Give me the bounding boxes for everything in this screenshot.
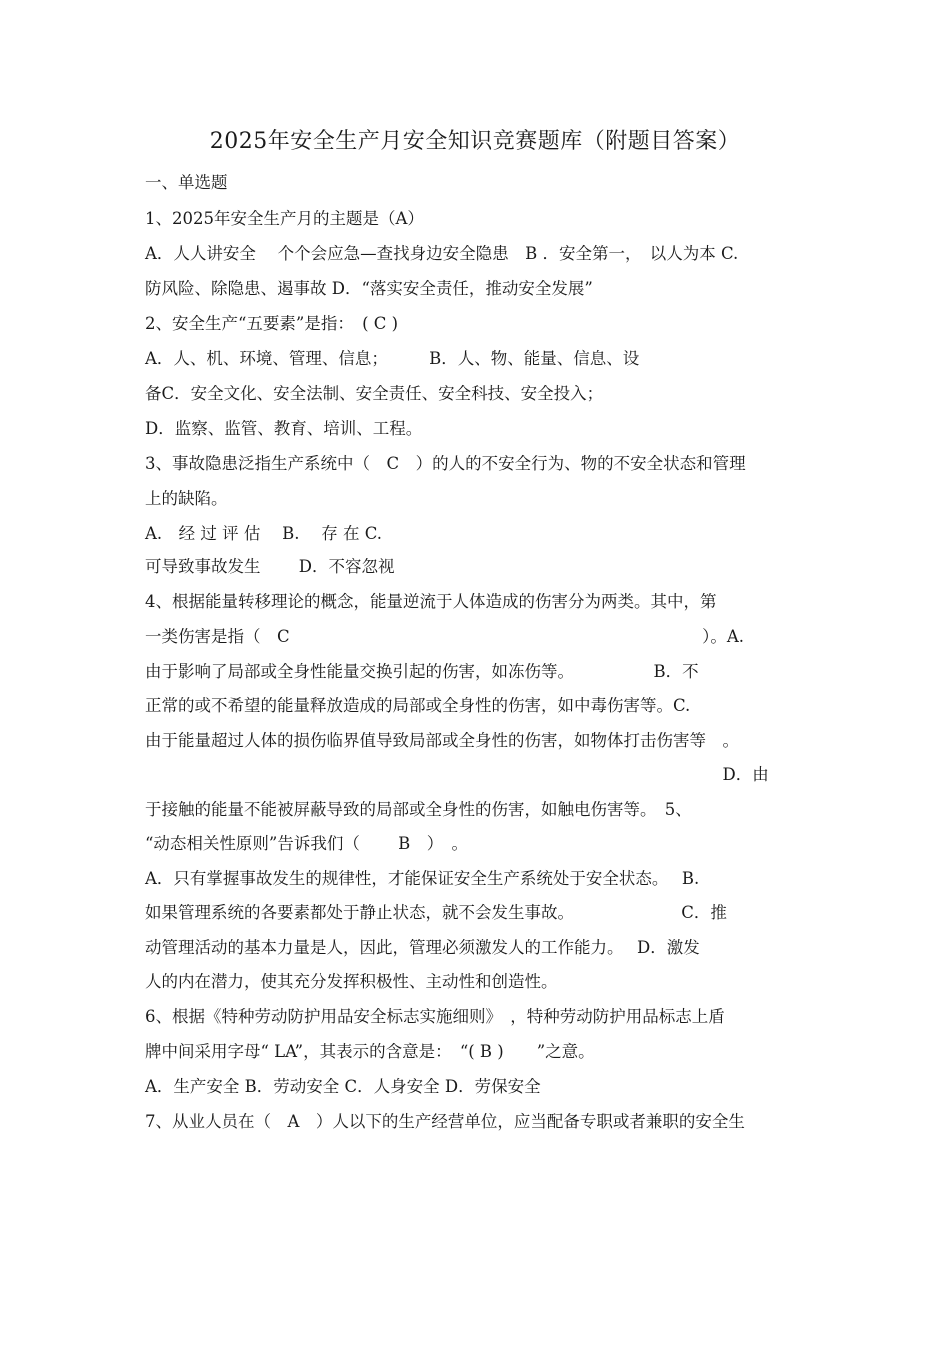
question-2-options-line-2: 备C．安全文化、安全法制、安全责任、安全科技、安全投入； (145, 384, 604, 403)
question-3: 3、事故隐患泛指生产系统中（ C ）的人的不安全行为、物的不安全状态和管理 (145, 454, 746, 473)
question-1: 1、2025年安全生产月的主题是（A） (145, 209, 424, 228)
question-4-option-d-label: D．由 (145, 765, 769, 784)
question-5-option-a: A．只有掌握事故发生的规律性，才能保证安全生产系统处于安全状态。 B. (145, 869, 700, 888)
question-6-options: A．生产安全 B．劳动安全 C．人身安全 D．劳保安全 (145, 1077, 541, 1096)
question-4-option-a: 由于影响了局部或全身性能量交换引起的伤害，如冻伤等。 B．不 (145, 662, 699, 681)
question-5-option-b: 如果管理系统的各要素都处于静止状态，就不会发生事故。 C．推 (145, 903, 727, 922)
question-4: 4、根据能量转移理论的概念，能量逆流于人体造成的伤害分为两类。其中，第 (145, 592, 717, 611)
question-4-continued: 一类伤害是指（ C ）。A. (145, 627, 745, 646)
question-6: 6、根据《特种劳动防护用品安全标志实施细则》 ，特种劳动防护用品标志上盾 (145, 1007, 725, 1026)
question-6-continued: 牌中间采用字母“ LA”，其表示的含意是： “( B ) ”之意。 (145, 1042, 595, 1061)
question-5-option-c: 动管理活动的基本力量是人，因此，管理必须激发人的工作能力。 D．激发 (145, 938, 700, 957)
question-4-option-d: 于接触的能量不能被屏蔽导致的局部或全身性的伤害，如触电伤害等。 5、 (145, 800, 692, 819)
question-7: 7、从业人员在（ A ）人以下的生产经营单位，应当配备专职或者兼职的安全生 (145, 1112, 745, 1131)
question-3-options-line-2: 可导致事故发生 D．不容忽视 (145, 557, 395, 576)
question-1-options-line-2: 防风险、除隐患、遏事故 D．“落实安全责任，推动安全发展” (145, 279, 593, 298)
question-4-option-c: 由于能量超过人体的损伤临界值导致局部或全身性的伤害，如物体打击伤害等 。 (145, 731, 739, 750)
question-2-options-line-3: D．监察、监管、教育、培训、工程。 (145, 419, 423, 438)
question-3-options-line-1: A. 经 过 评 估 B. 存 在 C. (145, 524, 383, 543)
question-2-options-line-1: A．人、机、环境、管理、信息； B．人、物、能量、信息、设 (145, 349, 640, 368)
question-5: “动态相关性原则”告诉我们（ B ） 。 (145, 834, 468, 853)
question-4-option-b: 正常的或不希望的能量释放造成的局部或全身性的伤害，如中毒伤害等。C. (145, 696, 691, 715)
section-heading: 一、单选题 (145, 173, 228, 192)
question-5-option-d: 人的内在潜力，使其充分发挥积极性、主动性和创造性。 (145, 972, 558, 991)
question-3-continued: 上的缺陷。 (145, 489, 228, 508)
question-1-options-line-1: A．人人讲安全 个个会应急—查找身边安全隐患 B ．安全第一， 以人为本 C. (145, 244, 739, 263)
question-2: 2、安全生产“五要素”是指： ( C ) (145, 314, 399, 333)
page-title: 2025年安全生产月安全知识竞赛题库（附题目答案） (209, 129, 741, 154)
